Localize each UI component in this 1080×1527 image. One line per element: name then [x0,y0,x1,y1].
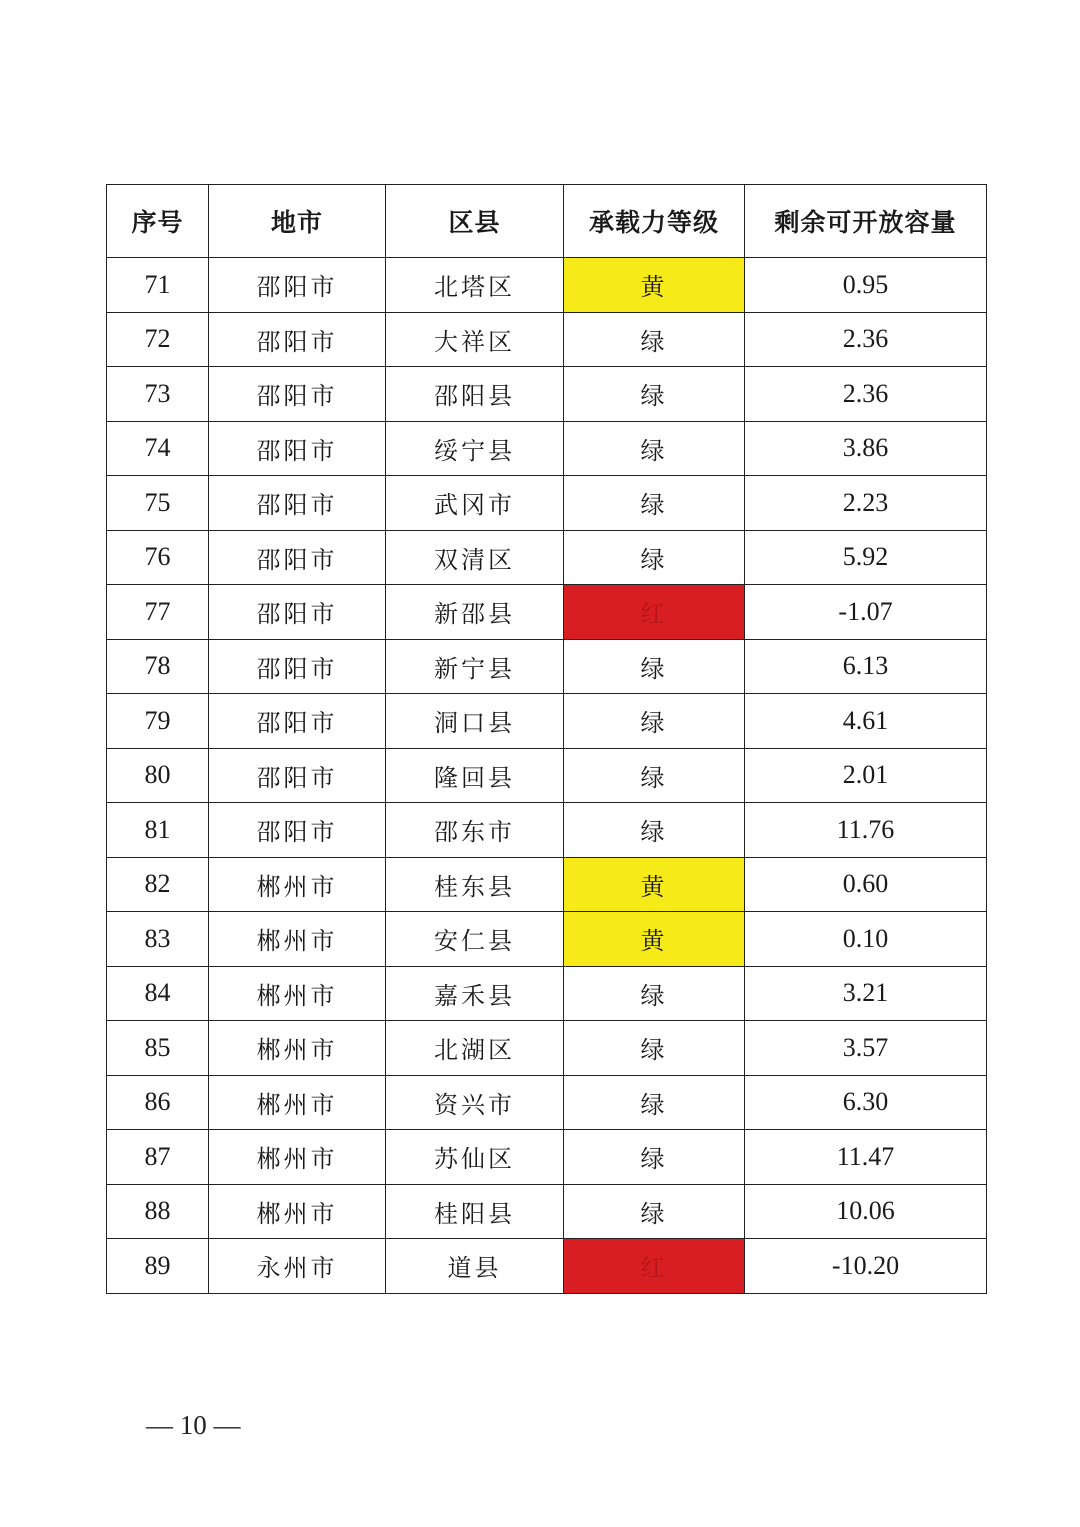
table-body [107,258,987,1294]
cell-level: 绿 [564,694,745,749]
cell-county: 安仁县 [386,912,564,967]
header-capacity: 剩余可开放容量 [745,185,987,258]
cell-capacity: 11.47 [745,1130,987,1185]
cell-serial: 87 [107,1130,209,1185]
cell-city: 郴州市 [209,1184,386,1239]
cell-county: 邵东市 [386,803,564,858]
table-row [107,421,987,476]
cell-level: 绿 [564,1184,745,1239]
cell-serial: 85 [107,1021,209,1076]
table-row [107,912,987,967]
cell-capacity: 3.21 [745,966,987,1021]
cell-serial: 80 [107,748,209,803]
cell-county: 隆回县 [386,748,564,803]
table-row [107,367,987,422]
cell-city: 郴州市 [209,966,386,1021]
cell-level: 红 [564,585,745,640]
cell-serial: 71 [107,258,209,313]
cell-county: 北湖区 [386,1021,564,1076]
cell-level: 绿 [564,530,745,585]
cell-serial: 83 [107,912,209,967]
cell-county: 资兴市 [386,1075,564,1130]
table-row [107,1075,987,1130]
cell-level: 黄 [564,912,745,967]
page-number: — 10 — [146,1410,241,1440]
cell-serial: 75 [107,476,209,531]
table-row [107,1184,987,1239]
cell-serial: 73 [107,367,209,422]
cell-county: 嘉禾县 [386,966,564,1021]
cell-level: 绿 [564,1021,745,1076]
cell-capacity: -1.07 [745,585,987,640]
cell-city: 郴州市 [209,912,386,967]
cell-county: 道县 [386,1239,564,1294]
cell-county: 桂阳县 [386,1184,564,1239]
header-level: 承载力等级 [564,185,745,258]
table-row [107,1239,987,1294]
cell-capacity: 3.86 [745,421,987,476]
cell-county: 桂东县 [386,857,564,912]
cell-city: 邵阳市 [209,694,386,749]
table-row [107,966,987,1021]
cell-county: 北塔区 [386,258,564,313]
cell-capacity: 0.60 [745,857,987,912]
table-row [107,857,987,912]
table-row [107,585,987,640]
cell-city: 郴州市 [209,1075,386,1130]
cell-serial: 72 [107,312,209,367]
cell-serial: 78 [107,639,209,694]
cell-level: 绿 [564,803,745,858]
cell-level: 绿 [564,966,745,1021]
cell-city: 邵阳市 [209,367,386,422]
table-row [107,639,987,694]
table-row [107,1021,987,1076]
cell-city: 郴州市 [209,1130,386,1185]
cell-level: 绿 [564,367,745,422]
cell-level: 绿 [564,1075,745,1130]
header-serial: 序号 [107,185,209,258]
cell-city: 邵阳市 [209,530,386,585]
cell-city: 邵阳市 [209,748,386,803]
cell-capacity: 3.57 [745,1021,987,1076]
capacity-table [106,184,987,1294]
table-row [107,803,987,858]
cell-capacity: 2.36 [745,312,987,367]
cell-serial: 79 [107,694,209,749]
table-row [107,530,987,585]
cell-serial: 86 [107,1075,209,1130]
cell-level: 黄 [564,857,745,912]
header-county: 区县 [386,185,564,258]
cell-serial: 77 [107,585,209,640]
cell-county: 苏仙区 [386,1130,564,1185]
cell-capacity: -10.20 [745,1239,987,1294]
cell-level: 红 [564,1239,745,1294]
cell-county: 新邵县 [386,585,564,640]
cell-level: 绿 [564,639,745,694]
table-row [107,748,987,803]
cell-city: 邵阳市 [209,258,386,313]
cell-capacity: 11.76 [745,803,987,858]
cell-capacity: 0.95 [745,258,987,313]
cell-county: 洞口县 [386,694,564,749]
cell-city: 邵阳市 [209,421,386,476]
cell-capacity: 10.06 [745,1184,987,1239]
cell-level: 绿 [564,476,745,531]
cell-level: 绿 [564,748,745,803]
cell-county: 新宁县 [386,639,564,694]
cell-serial: 88 [107,1184,209,1239]
cell-capacity: 2.01 [745,748,987,803]
cell-city: 邵阳市 [209,476,386,531]
cell-serial: 84 [107,966,209,1021]
cell-city: 邵阳市 [209,639,386,694]
cell-capacity: 6.13 [745,639,987,694]
cell-county: 绥宁县 [386,421,564,476]
cell-serial: 74 [107,421,209,476]
cell-capacity: 2.23 [745,476,987,531]
cell-serial: 76 [107,530,209,585]
cell-county: 双清区 [386,530,564,585]
cell-level: 黄 [564,258,745,313]
cell-city: 邵阳市 [209,312,386,367]
cell-county: 邵阳县 [386,367,564,422]
table-row [107,1130,987,1185]
cell-county: 大祥区 [386,312,564,367]
table-row [107,476,987,531]
table-row [107,312,987,367]
cell-serial: 89 [107,1239,209,1294]
cell-level: 绿 [564,421,745,476]
cell-capacity: 0.10 [745,912,987,967]
cell-county: 武冈市 [386,476,564,531]
cell-capacity: 5.92 [745,530,987,585]
cell-city: 郴州市 [209,857,386,912]
cell-city: 永州市 [209,1239,386,1294]
table-header-row [107,185,987,258]
cell-serial: 82 [107,857,209,912]
cell-level: 绿 [564,312,745,367]
cell-serial: 81 [107,803,209,858]
cell-level: 绿 [564,1130,745,1185]
table-row [107,694,987,749]
header-city: 地市 [209,185,386,258]
table-row [107,258,987,313]
cell-city: 邵阳市 [209,803,386,858]
cell-capacity: 2.36 [745,367,987,422]
cell-city: 邵阳市 [209,585,386,640]
cell-city: 郴州市 [209,1021,386,1076]
cell-capacity: 4.61 [745,694,987,749]
cell-capacity: 6.30 [745,1075,987,1130]
